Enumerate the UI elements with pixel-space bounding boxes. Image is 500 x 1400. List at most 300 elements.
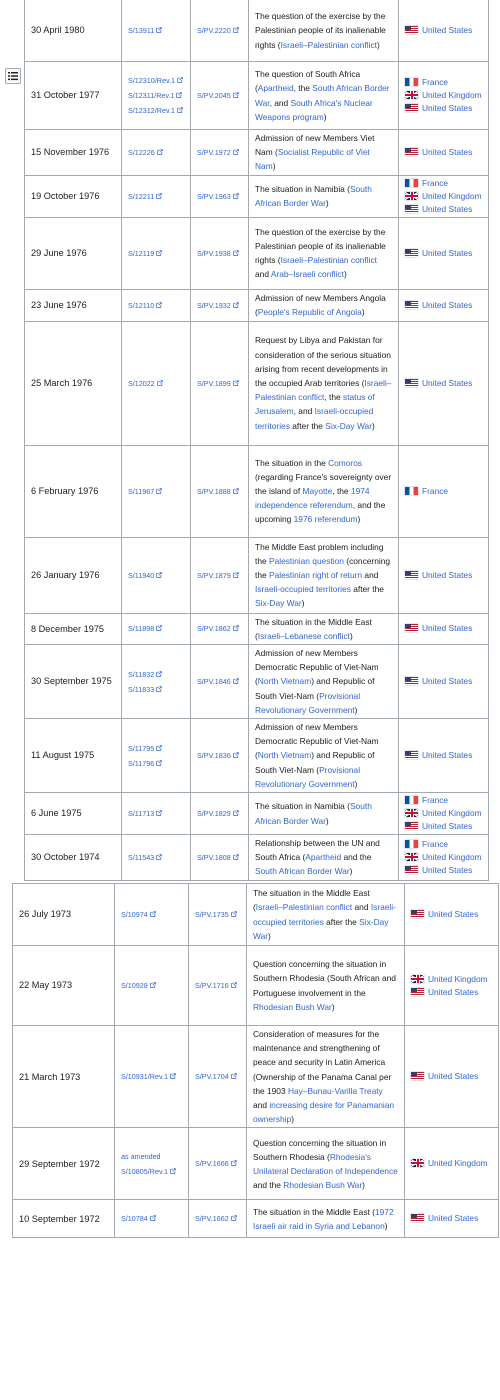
description-text: ) [268,930,271,941]
country-link[interactable]: United States [428,909,479,919]
table-row [25,793,489,835]
wiki-link[interactable]: increasing desire for Panamanian ownership [253,1100,395,1125]
wiki-link[interactable]: Israeli-occupied territories [255,406,374,431]
veto-cell [399,835,489,881]
draft-resolution-cell [122,719,191,793]
description-cell [247,1128,405,1200]
country-link[interactable]: France [422,485,449,496]
country-link[interactable]: United States [422,569,473,580]
wiki-link[interactable]: Israeli–Palestinian conflict [255,902,353,913]
external-link-icon [233,193,239,199]
meeting-record-cell [191,130,249,176]
wiki-link[interactable]: Palestinian question [268,555,344,566]
flag-icon [405,192,418,200]
veto-cell [399,0,489,62]
date-cell: 8 December 1975 [25,613,122,644]
meeting-record-link[interactable]: S/PV.1716 [195,981,229,990]
country-link[interactable]: France [422,838,449,849]
wiki-link[interactable]: Mayotte [302,486,333,496]
date-cell: 25 March 1976 [25,321,122,445]
description-cell [249,62,399,130]
flag-icon [405,853,418,861]
country-link[interactable]: France [422,177,449,188]
flag-icon [405,822,418,830]
meeting-record-cell [191,289,249,321]
description-cell [249,321,399,445]
country-link[interactable]: United States [422,146,473,157]
meeting-record-cell [191,445,249,537]
description-text: (concerning the [255,555,391,580]
draft-resolution-link[interactable]: S/11832 [128,669,155,679]
draft-resolution-link[interactable]: S/10784 [121,1214,148,1224]
meeting-record-link[interactable]: S/PV.1808 [197,852,231,862]
table-row [25,719,489,793]
meeting-record-cell [189,1128,247,1200]
draft-resolution-cell [115,946,189,1026]
description-text: after the [323,916,360,927]
veto-cell [399,719,489,793]
veto-table-part-2 [12,883,499,1238]
draft-resolution-link[interactable]: S/13911 [128,26,155,35]
meeting-record-link[interactable]: S/PV.1666 [195,1159,229,1169]
external-link-icon [233,625,239,631]
draft-resolution-link[interactable]: S/11796 [128,758,155,768]
external-link-icon [156,625,162,631]
country-link[interactable]: United Kingdom [428,1158,488,1169]
draft-resolution-cell [122,0,191,62]
meeting-record-cell [191,537,249,613]
draft-resolution-cell [115,884,189,946]
flag-icon [405,301,418,309]
wiki-link[interactable]: South African Border War [255,83,390,108]
wiki-link[interactable]: 1976 referendum [293,514,358,525]
description-cell [249,289,399,321]
country-link[interactable]: United States [422,299,473,310]
date-cell: 30 October 1974 [25,835,122,881]
description-text: Relationship between the UN and South Africa ( [255,838,380,863]
country-link[interactable]: United Kingdom [422,851,482,862]
external-link-icon [156,488,162,494]
country-link[interactable]: United States [422,247,473,258]
wiki-link[interactable]: Provisional Revolutionary Government [255,764,361,789]
description-cell [247,1200,405,1238]
date-cell: 31 October 1977 [25,62,122,130]
country-link[interactable]: United Kingdom [422,808,482,819]
meeting-record-cell [189,1200,247,1238]
country-link[interactable]: United Kingdom [428,973,488,984]
veto-cell [399,289,489,321]
external-link-icon [233,302,239,308]
description-text: , the [332,486,351,496]
description-text: ) [371,420,375,431]
description-text: Question concerning the situation in Southern Rhodesia (South African and Portuguese involvement in the [253,959,396,998]
meeting-record-link[interactable]: S/PV.1963 [197,191,231,201]
country-link[interactable]: France [422,795,449,806]
veto-cell [405,1200,499,1238]
country-link[interactable]: United States [422,103,473,113]
meeting-record-link[interactable]: S/PV.1888 [197,486,231,496]
wiki-link[interactable]: Israeli–Palestinian conflict [280,255,377,266]
veto-cell [399,217,489,289]
description-text: ) and Republic of South Viet-Nam ( [255,676,375,701]
description-text: Admission of new Members Angola ( [255,292,386,318]
description-cell [249,175,399,217]
description-text: , the [293,83,313,94]
meeting-record-cell [191,175,249,217]
description-text: and the [253,1180,284,1191]
external-link-icon [233,380,239,386]
draft-resolution-link[interactable]: S/10805/Rev.1 [121,1166,169,1176]
meeting-record-cell [191,62,249,130]
external-link-icon [233,149,239,155]
date-cell: 11 August 1975 [25,719,122,793]
meeting-record-cell [191,835,249,881]
meeting-record-link[interactable]: S/PV.1836 [197,751,231,761]
meeting-record-cell [191,613,249,644]
external-link-icon [233,810,239,816]
meeting-record-link[interactable]: S/PV.1972 [197,147,231,157]
external-link-icon [233,678,239,684]
draft-resolution-cell [122,289,191,321]
country-link[interactable]: United States [422,750,473,761]
country-link[interactable]: United States [422,864,473,875]
table-row [25,613,489,644]
date-cell: 26 July 1973 [13,884,115,946]
external-link-icon [233,250,239,256]
country-link[interactable]: United States [428,1213,479,1224]
wiki-link[interactable]: status of Jerusalem [255,392,375,417]
table-row [25,175,489,217]
wiki-link[interactable]: 1972 Israeli air raid in Syria and Lebanon [253,1206,394,1231]
wiki-link[interactable]: Israeli–Palestinian conflict [255,378,392,403]
date-cell: 21 March 1973 [13,1026,115,1128]
description-text: (regarding France's sovereignty over the island of [255,471,392,496]
wiki-link[interactable]: Socialist Republic of Viet Nam [255,147,370,172]
meeting-record-link[interactable]: S/PV.1735 [195,910,229,919]
country-link[interactable]: United States [428,1071,479,1082]
table-row [25,130,489,176]
description-cell [249,445,399,537]
meeting-record-cell [191,0,249,62]
draft-resolution-cell [122,217,191,289]
draft-resolution-link[interactable]: S/10928 [121,981,148,990]
date-cell: 19 October 1976 [25,175,122,217]
veto-cell [399,537,489,613]
flag-icon [405,624,418,632]
wiki-link[interactable]: South African Border War [255,801,372,826]
flag-icon [405,26,418,34]
flag-icon [405,205,418,213]
description-text: ) [354,778,358,789]
flag-icon [405,840,418,848]
wiki-link[interactable]: Six-Day War [253,916,389,941]
draft-resolution-cell [115,1026,189,1128]
draft-resolution-cell [122,793,191,835]
draft-resolution-link[interactable]: S/12022 [128,378,155,388]
wiki-link[interactable]: Israeli–Lebanese conflict [257,630,350,641]
description-text: Admission of new Members Viet Nam ( [255,133,375,158]
external-link-icon [156,854,162,860]
veto-cell [399,613,489,644]
wiki-link[interactable]: Israeli–Palestinian conflict [280,39,377,50]
external-link-icon [156,686,162,692]
draft-resolution-cell [115,1200,189,1238]
country-link[interactable]: United Kingdom [422,90,482,100]
description-text: Request by Libya and Pakistan for consideration of the serious situation arising from recent developments in the occupied Arab territories ( [255,335,391,388]
external-link-icon [233,488,239,494]
flag-icon [411,1214,424,1222]
meeting-record-link[interactable]: S/PV.2045 [197,91,231,100]
country-link[interactable]: United Kingdom [422,190,482,201]
description-text: Admission of new Members Democratic Republic of Viet-Nam ( [255,722,379,761]
wiki-link[interactable]: Rhodesian Bush War [253,1001,332,1012]
draft-resolution-link[interactable]: S/11967 [128,486,155,496]
description-text: ) [362,1180,365,1191]
wiki-link[interactable]: South Africa's Nuclear Weapons program [255,97,373,122]
country-link[interactable]: France [422,77,449,87]
description-cell [247,884,405,946]
country-link[interactable]: United States [422,676,473,687]
external-link-icon [177,107,183,113]
flag-icon [405,487,418,495]
description-text: ) [323,111,327,122]
description-text: ) [331,1001,335,1012]
table-row [13,946,499,1026]
draft-resolution-cell [122,645,191,719]
meeting-record-cell [191,217,249,289]
meeting-record-link[interactable]: S/PV.1862 [197,624,231,634]
draft-resolution-link[interactable]: S/11898 [128,624,155,634]
date-cell: 6 February 1976 [25,445,122,537]
wiki-link[interactable]: Six-Day War [325,420,372,431]
draft-resolution-link[interactable]: S/10974 [121,910,148,919]
wiki-link[interactable]: Rhodesian Bush War [283,1180,363,1191]
flag-icon [405,796,418,804]
table-row [13,1026,499,1128]
flag-icon [405,571,418,579]
description-text: The situation in Namibia ( [255,183,350,194]
draft-resolution-link[interactable]: S/12312/Rev.1 [128,106,176,115]
table-row [25,217,489,289]
description-text: after the [350,584,384,595]
flag-icon [405,249,418,257]
description-text: ) [361,307,365,318]
meeting-record-link[interactable]: S/PV.1662 [195,1214,229,1224]
country-link[interactable]: United States [422,623,473,634]
country-link[interactable]: United States [428,986,479,997]
draft-resolution-link[interactable]: S/11713 [128,809,155,819]
meeting-record-link[interactable]: S/PV.1938 [197,248,231,258]
description-cell [249,835,399,881]
wiki-link[interactable]: Comoros [328,457,363,468]
external-link-icon [233,572,239,578]
meeting-record-cell [191,793,249,835]
description-text: and the [341,852,372,863]
table-row [13,1200,499,1238]
description-cell [249,217,399,289]
external-link-icon [231,911,237,917]
description-text: The situation in Namibia ( [255,801,350,812]
wiki-link[interactable]: Rhodesia's Unilateral Declaration of Independence [253,1151,398,1176]
description-text: The situation in the Middle East ( [255,616,372,641]
wiki-link[interactable]: Apartheid [257,83,294,94]
veto-table-part-1 [24,0,489,881]
draft-resolution-link[interactable]: S/11543 [128,852,155,862]
description-text: The question of South Africa ( [255,69,361,94]
draft-resolution-link[interactable]: S/11940 [128,570,155,580]
draft-resolution-cell [122,613,191,644]
veto-cell [399,793,489,835]
draft-resolution-link[interactable]: S/12119 [128,248,155,258]
meeting-record-cell [189,1026,247,1128]
description-text: ) [325,815,329,826]
flag-icon [405,148,418,156]
description-text: The situation in the Middle East ( [253,888,370,913]
veto-cell [399,130,489,176]
flag-icon [405,78,418,86]
wiki-link[interactable]: Palestinian right of return [268,570,363,580]
description-text: , the [324,392,343,403]
external-link-icon [156,193,162,199]
wiki-link[interactable]: Provisional Revolutionary Government [255,690,361,715]
country-link[interactable]: United States [422,25,473,35]
description-cell [249,537,399,613]
veto-cell [399,62,489,130]
description-text: ) [357,514,361,525]
description-cell [249,793,399,835]
wiki-link[interactable]: Hay–Bunau-Varilla Treaty [287,1085,383,1096]
external-link-icon [233,854,239,860]
description-text: ) [291,1114,294,1125]
draft-resolution-link[interactable]: S/12310/Rev.1 [128,76,176,85]
wiki-link[interactable]: Israeli-occupied territories [253,902,396,927]
description-cell [247,1026,405,1128]
description-text: Consideration of measures for the maintenance and strengthening of peace and security in Latin America (Ownership of the Panama Canal per the 1903 [253,1029,392,1096]
description-text: ) [325,198,329,209]
country-link[interactable]: United States [422,377,473,388]
meeting-record-link[interactable]: S/PV.1846 [197,677,231,687]
external-link-icon [150,911,156,917]
description-text: Question concerning the situation in Southern Rhodesia ( [253,1137,387,1162]
veto-cell [405,1128,499,1200]
external-link-icon [156,27,162,33]
meeting-record-cell [191,719,249,793]
draft-resolution-link[interactable]: S/12110 [128,300,155,310]
description-cell [249,613,399,644]
flag-icon [405,91,418,99]
meeting-record-link[interactable]: S/PV.1829 [197,809,231,819]
table-row [25,62,489,130]
date-cell: 15 November 1976 [25,130,122,176]
meeting-record-link[interactable]: S/PV.1879 [197,570,231,580]
meeting-record-link[interactable]: S/PV.1932 [197,300,231,310]
draft-resolution-link[interactable]: S/11795 [128,743,155,753]
flag-icon [405,809,418,817]
external-link-icon [157,149,163,155]
meeting-record-cell [191,645,249,719]
description-text: Admission of new Members Democratic Republic of Viet-Nam ( [255,648,379,687]
description-text: ) [354,704,358,715]
table-row [25,289,489,321]
wiki-link[interactable]: 1974 independence referendum [255,486,370,511]
veto-cell [405,1026,499,1128]
draft-resolution-link[interactable]: S/12311/Rev.1 [128,91,175,100]
external-link-icon [156,760,162,766]
wiki-link[interactable]: North Vietnam [257,676,312,687]
meeting-record-link[interactable]: S/PV.1899 [197,378,231,388]
veto-cell [405,884,499,946]
country-link[interactable]: United States [422,821,473,832]
external-link-icon [231,1073,237,1079]
table-row [25,0,489,62]
draft-resolution-link[interactable]: S/10931/Rev.1 [121,1072,169,1082]
draft-resolution-cell [122,835,191,881]
date-cell: 30 September 1975 [25,645,122,719]
draft-note: as amended [121,1151,161,1161]
draft-resolution-link[interactable]: S/12211 [128,191,155,201]
draft-resolution-cell [122,62,191,130]
external-link-icon [157,380,163,386]
description-text: after the [289,420,326,431]
flag-icon [405,751,418,759]
description-text: The situation in the [255,457,329,468]
wiki-link[interactable]: South African Border War [255,183,372,209]
wiki-link[interactable]: Israeli-occupied territories [255,584,351,595]
description-text: The situation in the Middle East ( [253,1206,375,1217]
veto-cell [399,645,489,719]
draft-resolution-cell [122,445,191,537]
description-text: The question of the exercise by the Palestinian people of its inalienable rights ( [255,11,386,50]
flag-icon [411,1159,424,1167]
wiki-link[interactable]: Six-Day War [255,598,302,609]
table-row [25,445,489,537]
wiki-link[interactable]: North Vietnam [257,750,312,761]
draft-resolution-cell [122,321,191,445]
draft-resolution-cell [115,1128,189,1200]
wiki-link[interactable]: Apartheid [305,852,342,863]
wiki-link[interactable]: South African Border War [255,866,350,877]
description-text: , and the upcoming [255,500,386,525]
date-cell: 22 May 1973 [13,946,115,1026]
flag-icon [405,866,418,874]
draft-resolution-link[interactable]: S/12226 [128,147,155,157]
flag-icon [411,988,424,996]
date-cell: 29 June 1976 [25,217,122,289]
external-link-icon [156,671,162,677]
description-text: , and [269,97,291,108]
country-link[interactable]: United States [422,203,473,214]
description-text: and [255,269,271,280]
draft-resolution-link[interactable]: S/11833 [128,684,155,694]
external-link-icon [233,92,239,98]
flag-icon [405,179,418,187]
external-link-icon [150,982,156,988]
date-cell: 26 January 1976 [25,537,122,613]
flag-icon [411,910,424,918]
wiki-link[interactable]: People's Republic of Angola [257,307,362,318]
toc-list-icon[interactable] [5,68,21,84]
wiki-link[interactable]: Arab–Israeli conflict [270,269,344,280]
external-link-icon [231,1160,237,1166]
table-row [13,1128,499,1200]
external-link-icon [176,92,182,98]
meeting-record-link[interactable]: S/PV.1704 [195,1072,229,1082]
description-text: The Middle East problem including the [255,541,384,566]
description-cell [249,130,399,176]
veto-cell [399,175,489,217]
description-text: and [253,1100,270,1111]
meeting-record-link[interactable]: S/PV.2220 [197,26,231,35]
